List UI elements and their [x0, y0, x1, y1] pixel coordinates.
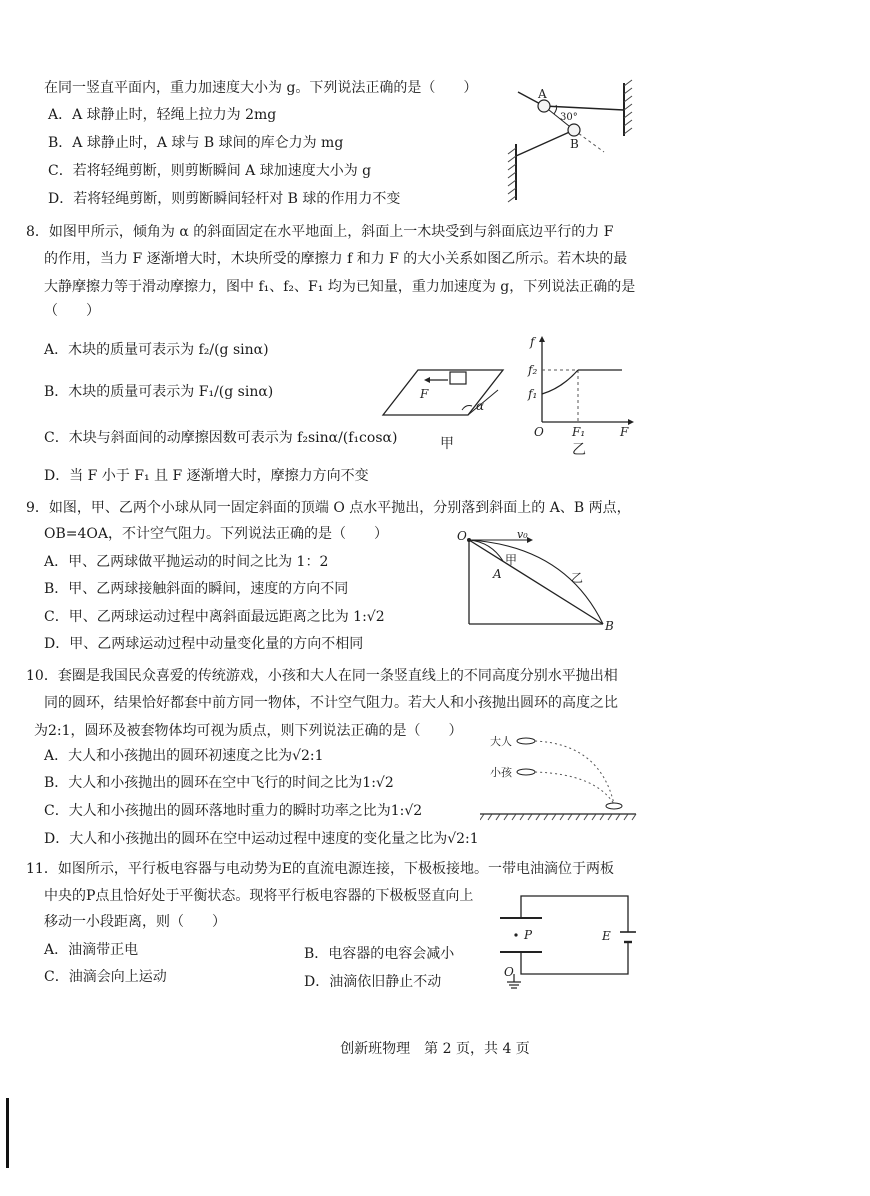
- q9-label-a: A: [493, 567, 502, 581]
- q8-figure-yi: [520, 332, 640, 462]
- q8-option-a: A．木块的质量可表示为 f₂/(g sinα): [44, 342, 269, 358]
- q11-option-b: B．电容器的电容会减小: [304, 946, 455, 962]
- q8-line-4: （ ）: [44, 303, 100, 319]
- q9-label-o: O: [457, 530, 467, 543]
- page-footer: 创新班物理 第 2 页，共 4 页: [340, 1041, 530, 1057]
- q10-line-3: 为2:1，圆环及被套物体均可视为质点，则下列说法正确的是（ ）: [34, 723, 463, 739]
- q8-angle-label: α: [476, 399, 485, 413]
- q11-line-3: 移动一小段距离，则（ ）: [44, 914, 226, 930]
- q7-figure: [500, 78, 635, 203]
- q9-option-b: B．甲、乙两球接触斜面的瞬间，速度的方向不同: [44, 581, 349, 597]
- q10-label-child: 小孩: [490, 766, 512, 779]
- q8-yi-axis-f: f: [530, 335, 535, 349]
- q10-line-1: 10．套圈是我国民众喜爱的传统游戏，小孩和大人在同一条竖直线上的不同高度分别水平抛出相: [26, 668, 618, 684]
- q9-label-b: B: [605, 619, 614, 633]
- q8-caption-jia: 甲: [440, 436, 454, 450]
- q11-label-o: O: [504, 965, 514, 979]
- q11-option-c: C．油滴会向上运动: [44, 969, 167, 985]
- q11-figure: [490, 888, 640, 998]
- q7-label-a: A: [538, 87, 547, 101]
- q8-caption-yi: 乙: [572, 442, 586, 458]
- q7-angle: 30°: [560, 112, 578, 123]
- q8-line-3: 大静摩擦力等于滑动摩擦力，图中 f₁、f₂、F₁ 均为已知量，重力加速度为 g，下列说法正确的是: [44, 279, 636, 295]
- q9-option-a: A．甲、乙两球做平抛运动的时间之比为 1：2: [44, 554, 329, 570]
- q9-label-v0: v₀: [517, 530, 528, 541]
- q8-option-b: B．木块的质量可表示为 F₁/(g sinα): [44, 384, 274, 400]
- q11-line-2: 中央的P点且恰好处于平衡状态。现将平行板电容器的下极板竖直向上: [44, 888, 474, 904]
- q10-line-2: 同的圆环，结果恰好都套中前方同一物体，不计空气阻力。若大人和小孩抛出圆环的高度之比: [44, 695, 618, 711]
- q11-label-p: P: [524, 928, 533, 942]
- q10-option-c: C．大人和小孩抛出的圆环落地时重力的瞬时功率之比为1:√2: [44, 803, 423, 819]
- q10-figure: [480, 730, 640, 825]
- q11-label-e: E: [602, 929, 611, 943]
- q8-yi-f2: f₂: [528, 363, 538, 377]
- q9-option-c: C．甲、乙两球运动过程中离斜面最远距离之比为 1:√2: [44, 609, 385, 625]
- q10-label-adult: 大人: [490, 735, 512, 748]
- q9-option-d: D．甲、乙两球运动过程中动量变化量的方向不相同: [44, 636, 364, 652]
- q11-line-1: 11．如图所示，平行板电容器与电动势为E的直流电源连接，下极板接地。一带电油滴位于两板: [26, 861, 615, 877]
- q8-force-label: F: [420, 387, 429, 401]
- q7-option-a: A．A 球静止时，轻绳上拉力为 2mg: [48, 107, 277, 123]
- q11-option-d: D．油滴依旧静止不动: [304, 974, 442, 990]
- q9-line-2: OB=4OA，不计空气阻力。下列说法正确的是（ ）: [44, 526, 388, 542]
- q11-option-a: A．油滴带正电: [44, 942, 139, 958]
- q10-option-a: A．大人和小孩抛出的圆环初速度之比为√2:1: [44, 748, 324, 764]
- q7-label-b: B: [570, 137, 579, 151]
- q8-figure-jia: [378, 350, 513, 450]
- q8-yi-f1: f₁: [528, 387, 538, 401]
- q8-line-1: 8．如图甲所示，倾角为 α 的斜面固定在水平地面上，斜面上一木块受到与斜面底边平行的力 F: [26, 224, 614, 240]
- q7-stem: 在同一竖直平面内，重力加速度大小为 g。下列说法正确的是（ ）: [44, 80, 478, 96]
- q7-option-b: B．A 球静止时，A 球与 B 球间的库仑力为 mg: [48, 135, 344, 151]
- q7-option-d: D．若将轻绳剪断，则剪断瞬间轻杆对 B 球的作用力不变: [48, 191, 401, 207]
- q8-option-d: D．当 F 小于 F₁ 且 F 逐渐增大时，摩擦力方向不变: [44, 468, 369, 484]
- q10-option-d: D．大人和小孩抛出的圆环在空中运动过程中速度的变化量之比为√2:1: [44, 831, 479, 847]
- q9-figure: [455, 530, 625, 635]
- q8-yi-F1: F₁: [572, 425, 586, 439]
- q9-label-yi: 乙: [571, 571, 584, 585]
- q8-yi-origin: O: [534, 425, 544, 439]
- q9-line-1: 9．如图，甲、乙两个小球从同一固定斜面的顶端 O 点水平抛出，分别落到斜面上的 A、B 两点，: [26, 500, 631, 516]
- q8-yi-axis-F: F: [620, 425, 629, 439]
- q8-line-2: 的作用，当力 F 逐渐增大时，木块所受的摩擦力 f 和力 F 的大小关系如图乙所示。若木块的最: [44, 251, 628, 267]
- q7-option-c: C．若将轻绳剪断，则剪断瞬间 A 球加速度大小为 g: [48, 163, 372, 179]
- scan-edge-mark: [6, 1098, 9, 1168]
- q9-label-jia: 甲: [505, 553, 518, 567]
- q8-option-c: C．木块与斜面间的动摩擦因数可表示为 f₂sinα/(f₁cosα): [44, 430, 398, 446]
- q10-option-b: B．大人和小孩抛出的圆环在空中飞行的时间之比为1:√2: [44, 775, 394, 791]
